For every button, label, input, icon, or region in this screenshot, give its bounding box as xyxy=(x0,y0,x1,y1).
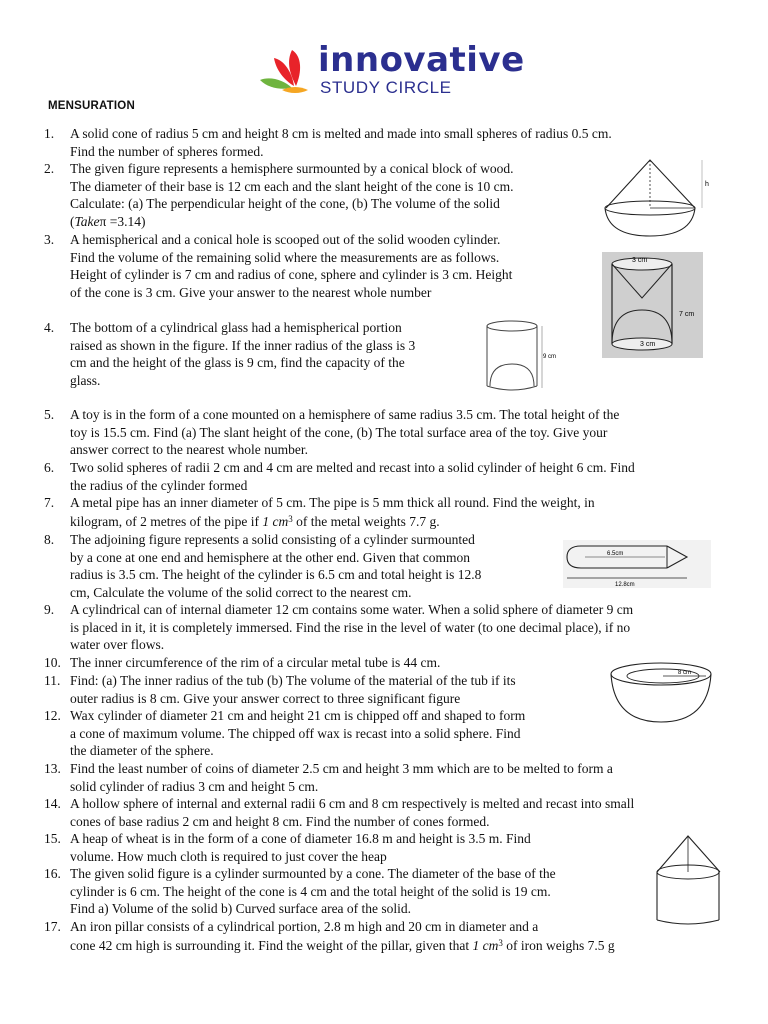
unit-cm: 1 cm xyxy=(472,938,499,953)
height-label: h xyxy=(705,181,709,188)
question-text: The diameter of their base is 12 cm each and the slant height of the cone is 10 cm. xyxy=(70,178,514,194)
question-number: 15. xyxy=(44,831,61,846)
question-text: A hollow sphere of internal and external radii 6 cm and 8 cm respectively is melted and recast into small xyxy=(70,796,635,811)
take-pi-note: (Takeπ =3.14) xyxy=(70,213,146,229)
question-number: 16. xyxy=(44,866,61,881)
question-number: 13. xyxy=(44,761,61,776)
question-text: answer correct to the nearest whole number. xyxy=(70,442,309,458)
question-text: the diameter of the sphere. xyxy=(70,743,214,759)
cylinder-length-label: 6.5cm xyxy=(607,551,624,557)
question-text: Calculate: (a) The perpendicular height of the cone, (b) The volume of the solid xyxy=(70,196,500,212)
text-span: kilogram, of 2 metres of the pipe if xyxy=(70,514,263,529)
question-number: 3. xyxy=(44,232,55,247)
unit-exponent: 3 xyxy=(288,514,293,524)
question-text: Two solid spheres of radii 2 cm and 4 cm are melted and recast into a solid cylinder of height 6 cm. Find xyxy=(70,460,635,475)
question-text: cylinder is 6 cm. The height of the cone is 4 cm and the total height of the solid is 19 cm. xyxy=(70,883,551,899)
question-text: The given solid figure is a cylinder surmounted by a cone. The diameter of the base of the xyxy=(70,866,556,881)
question-text: cm and the height of the glass is 9 cm, find the capacity of the xyxy=(70,355,405,371)
question-text: the radius of the cylinder formed xyxy=(70,477,248,493)
brand-logo xyxy=(256,38,525,100)
question-text: The bottom of a cylindrical glass had a hemispherical portion xyxy=(70,320,402,335)
figure-glass xyxy=(482,318,557,396)
question-number: 10. xyxy=(44,655,61,670)
unit-cm: 1 cm xyxy=(262,514,289,529)
question-text: by a cone at one end and hemisphere at the other end. Given that common xyxy=(70,549,470,565)
question-number: 9. xyxy=(44,602,55,617)
question-text: Find the least number of coins of diameter 2.5 cm and height 3 mm which are to be melted to form a xyxy=(70,761,613,776)
question-text: The inner circumference of the rim of a circular metal tube is 44 cm. xyxy=(70,655,441,670)
question-number: 11. xyxy=(44,673,61,688)
question-text: is placed in it, it is completely immersed. Find the rise in the level of water (to one decimal place), if no xyxy=(70,619,631,635)
figure-hemispherical-tub xyxy=(608,660,714,724)
logo-tagline: STUDY CIRCLE xyxy=(320,78,452,97)
question-text: An iron pillar consists of a cylindrical portion, 2.8 m high and 20 cm in diameter and a xyxy=(70,919,539,934)
question-number: 17. xyxy=(44,919,61,934)
pi-value: π =3.14 xyxy=(99,213,141,229)
question-text: volume. How much cloth is required to just cover the heap xyxy=(70,848,387,864)
question-text: Height of cylinder is 7 cm and radius of cone, sphere and cylinder is 3 cm. Height xyxy=(70,267,513,283)
question-text: outer radius is 8 cm. Give your answer correct to three significant figure xyxy=(70,690,461,706)
question-text: A solid cone of radius 5 cm and height 8 cm is melted and made into small spheres of radius 0.5 cm. xyxy=(70,126,612,141)
height-label: 7 cm xyxy=(679,311,695,318)
question-number: 1. xyxy=(44,126,55,141)
question-text: Find the number of spheres formed. xyxy=(70,143,264,159)
question-number: 6. xyxy=(44,460,55,475)
figure-cylinder-cone xyxy=(652,832,724,928)
question-number: 8. xyxy=(44,532,55,547)
question-number: 5. xyxy=(44,407,55,422)
figure-cone-hemisphere xyxy=(598,152,713,240)
question-text: radius is 3.5 cm. The height of the cylinder is 6.5 cm and total height is 12.8 xyxy=(70,567,482,583)
question-text: Wax cylinder of diameter 21 cm and height 21 cm is chipped off and shaped to form xyxy=(70,708,526,723)
question-text: A heap of wheat is in the form of a cone of diameter 16.8 m and height is 3.5 m. Find xyxy=(70,831,531,846)
leaf-logo-icon xyxy=(256,46,316,96)
question-text: Find the volume of the remaining solid where the measurements are as follows. xyxy=(70,249,500,265)
unit-exponent: 3 xyxy=(498,938,503,948)
question-text xyxy=(70,937,615,955)
take-word: Take xyxy=(74,213,100,229)
question-number: 12. xyxy=(44,708,61,723)
question-text: The given figure represents a hemisphere surmounted by a conical block of wood. xyxy=(70,161,514,176)
question-text: A metal pipe has an inner diameter of 5 cm. The pipe is 5 mm thick all round. Find the weight, in xyxy=(70,495,595,510)
question-text xyxy=(70,513,440,531)
question-text: water over flows. xyxy=(70,637,165,653)
figure-cylinder-holes xyxy=(602,252,703,358)
question-number: 7. xyxy=(44,495,55,510)
question-number: 14. xyxy=(44,796,61,811)
radius-label: 8 cm xyxy=(678,670,692,676)
question-text: The adjoining figure represents a solid consisting of a cylinder surmounted xyxy=(70,532,475,547)
page-title: MENSURATION xyxy=(48,100,135,112)
height-label: 9 cm xyxy=(543,354,557,360)
text-span: of the metal weights 7.7 g. xyxy=(292,514,440,529)
total-length-label: 12.8cm xyxy=(615,582,635,588)
question-text: A hemispherical and a conical hole is scooped out of the solid wooden cylinder. xyxy=(70,232,501,247)
question-text: Find: (a) The inner radius of the tub (b) The volume of the material of the tub if its xyxy=(70,673,516,688)
question-text: a cone of maximum volume. The chipped off wax is recast into a solid sphere. Find xyxy=(70,725,521,741)
question-number: 4. xyxy=(44,320,55,335)
question-text: glass. xyxy=(70,372,101,388)
question-text: of the cone is 3 cm. Give your answer to the nearest whole number xyxy=(70,284,432,300)
question-text: solid cylinder of radius 3 cm and height 5 cm. xyxy=(70,778,319,794)
logo-wordmark: innovative xyxy=(318,40,525,80)
question-text: cones of base radius 2 cm and height 8 cm. Find the number of cones formed. xyxy=(70,813,490,829)
question-text: A toy is in the form of a cone mounted on a hemisphere of same radius 3.5 cm. The total height of the xyxy=(70,407,620,422)
question-text: toy is 15.5 cm. Find (a) The slant height of the cone, (b) The total surface area of the toy. Give your xyxy=(70,424,608,440)
question-text: A cylindrical can of internal diameter 12 cm contains some water. When a solid sphere of diameter 9 cm xyxy=(70,602,634,617)
top-radius-label: 3 cm xyxy=(632,257,648,264)
text-span: cone 42 cm high is surrounding it. Find the weight of the pillar, given that xyxy=(70,938,473,953)
question-number: 2. xyxy=(44,161,55,176)
question-text: raised as shown in the figure. If the inner radius of the glass is 3 xyxy=(70,337,416,353)
figure-cylinder-cone-hemisphere xyxy=(563,540,711,588)
text-span: of iron weighs 7.5 g xyxy=(502,938,615,953)
question-text: Find a) Volume of the solid b) Curved surface area of the solid. xyxy=(70,901,412,917)
bottom-radius-label: 3 cm xyxy=(640,341,656,348)
question-text: cm, Calculate the volume of the solid correct to the nearest cm. xyxy=(70,584,412,600)
